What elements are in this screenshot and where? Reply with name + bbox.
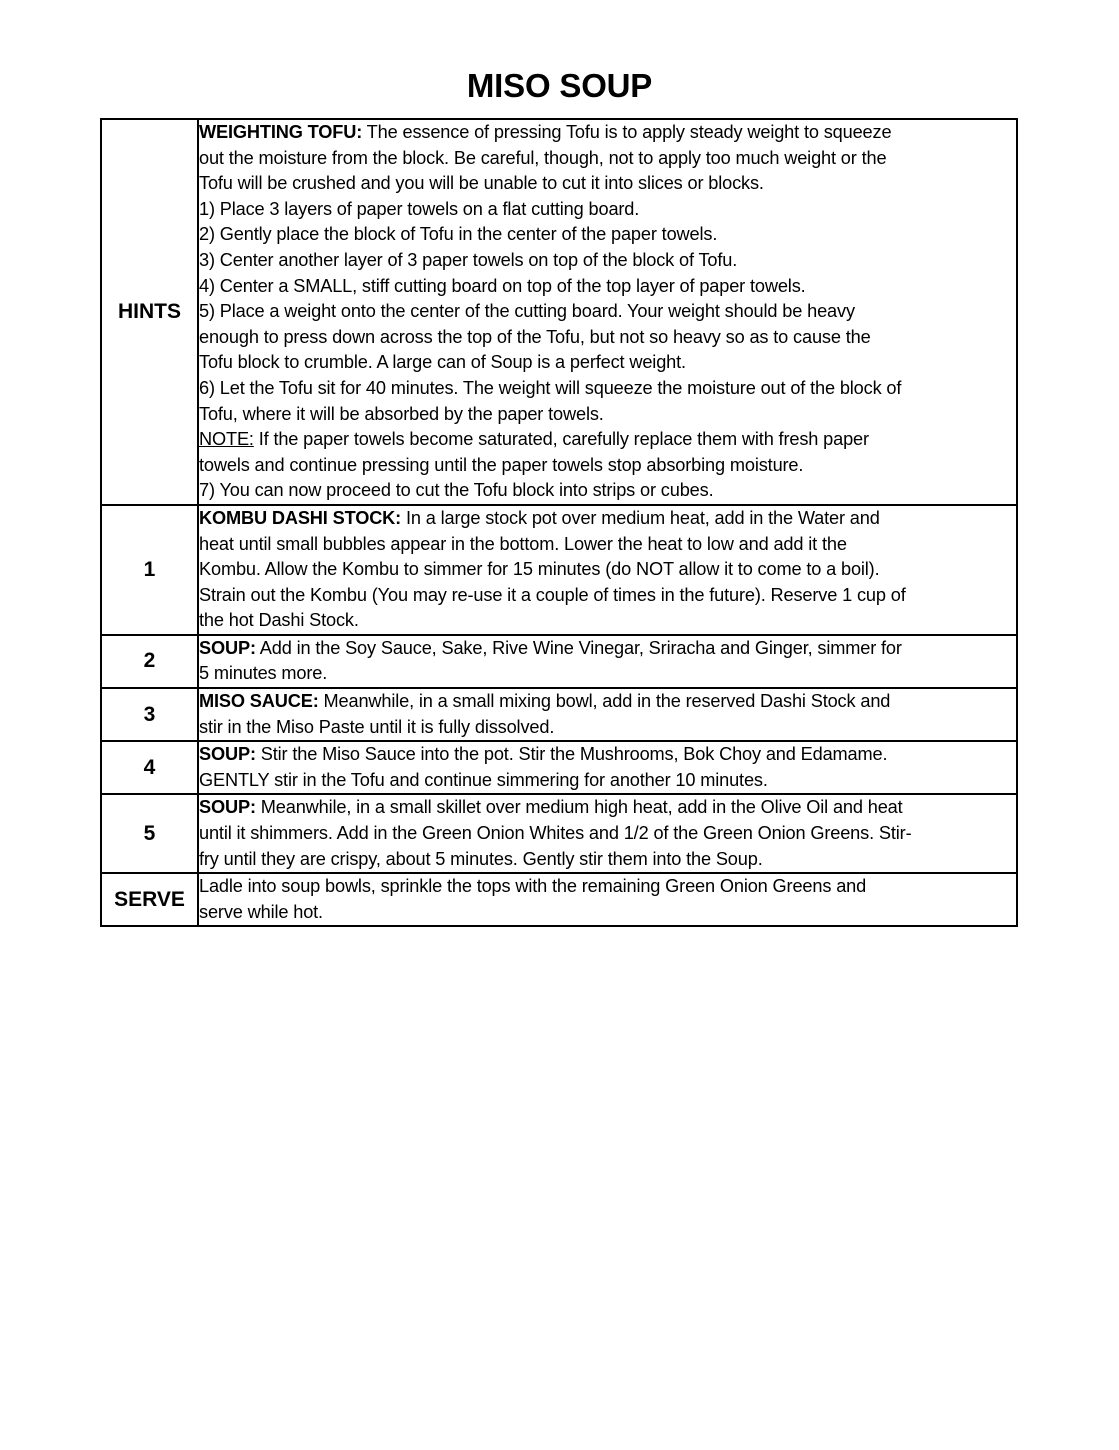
text-line <box>199 120 1016 146</box>
text-line <box>199 376 1016 402</box>
text-line <box>199 768 1016 794</box>
line-text: Kombu. Allow the Kombu to simmer for 15 minutes (do NOT allow it to come to a boil). <box>199 559 880 580</box>
line-text: Tofu, where it will be absorbed by the paper towels. <box>199 403 604 424</box>
step-text <box>198 505 1017 635</box>
text-line <box>199 821 1016 847</box>
text-line <box>199 557 1016 583</box>
line-text: Tofu will be crushed and you will be unable to cut it into slices or blocks. <box>199 173 764 194</box>
page-title: MISO SOUP <box>466 67 653 104</box>
line-text: serve while hot. <box>199 901 323 922</box>
text-line <box>199 661 1016 687</box>
step-heading: SOUP: <box>199 744 256 765</box>
step-label: 3 <box>101 688 198 741</box>
recipe-row <box>101 505 1017 635</box>
step-label: HINTS <box>101 119 198 505</box>
text-line <box>199 197 1016 223</box>
line-text: 1) Place 3 layers of paper towels on a flat cutting board. <box>199 198 640 219</box>
line-text: Strain out the Kombu (You may re-use it a couple of times in the future). Reserve 1 cup of <box>199 584 906 605</box>
text-line <box>199 874 1016 900</box>
recipe-row <box>101 873 1017 926</box>
line-text: Meanwhile, in a small skillet over medium high heat, add in the Olive Oil and heat <box>255 797 903 818</box>
text-line <box>199 506 1016 532</box>
line-text: 5) Place a weight onto the center of the cutting board. Your weight should be heavy <box>199 301 855 322</box>
line-text: Tofu block to crumble. A large can of Soup is a perfect weight. <box>199 352 686 373</box>
text-line <box>199 608 1016 634</box>
text-line <box>199 350 1016 376</box>
step-heading: SOUP: <box>199 797 256 818</box>
text-line <box>199 636 1016 662</box>
line-text: Add in the Soy Sauce, Sake, Rive Wine Vinegar, Sriracha and Ginger, simmer for <box>255 637 902 658</box>
step-text <box>198 119 1017 505</box>
step-text <box>198 688 1017 741</box>
text-line <box>199 532 1016 558</box>
text-line <box>199 583 1016 609</box>
text-line <box>199 146 1016 172</box>
recipe-row <box>101 794 1017 873</box>
line-text: 4) Center a SMALL, stiff cutting board on top of the top layer of paper towels. <box>199 275 806 296</box>
line-text: 7) You can now proceed to cut the Tofu block into strips or cubes. <box>199 480 714 501</box>
recipe-row <box>101 741 1017 794</box>
text-line <box>199 715 1016 741</box>
text-line <box>199 248 1016 274</box>
text-line <box>199 171 1016 197</box>
line-text: 5 minutes more. <box>199 663 328 684</box>
note-label: NOTE: <box>199 429 254 450</box>
recipe-table <box>100 118 1018 927</box>
recipe-row <box>101 119 1017 505</box>
text-line <box>199 478 1016 504</box>
text-line <box>199 453 1016 479</box>
line-text: 2) Gently place the block of Tofu in the center of the paper towels. <box>199 224 718 245</box>
line-text: The essence of pressing Tofu is to apply steady weight to squeeze <box>362 122 892 142</box>
line-text: out the moisture from the block. Be careful, though, not to apply too much weight or the <box>199 147 887 168</box>
text-line <box>199 274 1016 300</box>
line-text: heat until small bubbles appear in the bottom. Lower the heat to low and add it the <box>199 533 847 554</box>
step-heading: KOMBU DASHI STOCK: <box>199 507 402 528</box>
line-text: Ladle into soup bowls, sprinkle the tops with the remaining Green Onion Greens and <box>199 876 867 897</box>
recipe-row <box>101 635 1017 688</box>
text-line <box>199 222 1016 248</box>
text-line <box>199 299 1016 325</box>
text-line <box>199 795 1016 821</box>
step-label: SERVE <box>101 873 198 926</box>
line-text: In a large stock pot over medium heat, add in the Water and <box>401 507 880 528</box>
text-line <box>199 689 1016 715</box>
text-line <box>199 427 1016 453</box>
line-text: If the paper towels become saturated, carefully replace them with fresh paper <box>253 429 869 450</box>
step-heading: WEIGHTING TOFU: <box>199 122 363 142</box>
line-text: towels and continue pressing until the paper towels stop absorbing moisture. <box>199 454 804 475</box>
text-line <box>199 900 1016 926</box>
step-label: 2 <box>101 635 198 688</box>
step-text <box>198 873 1017 926</box>
line-text: Stir the Miso Sauce into the pot. Stir the Mushrooms, Bok Choy and Edamame. <box>255 744 888 765</box>
line-text: enough to press down across the top of the Tofu, but not so heavy so as to cause the <box>199 326 871 347</box>
line-text: until it shimmers. Add in the Green Onion Whites and 1/2 of the Green Onion Greens. Stir- <box>199 823 912 844</box>
text-line <box>199 847 1016 873</box>
recipe-row <box>101 688 1017 741</box>
step-label: 1 <box>101 505 198 635</box>
step-label: 5 <box>101 794 198 873</box>
step-text <box>198 794 1017 873</box>
step-text <box>198 635 1017 688</box>
text-line <box>199 402 1016 428</box>
text-line <box>199 325 1016 351</box>
recipe-table-body <box>101 119 1017 926</box>
line-text: 3) Center another layer of 3 paper towels on top of the block of Tofu. <box>199 249 738 270</box>
step-label: 4 <box>101 741 198 794</box>
line-text: Meanwhile, in a small mixing bowl, add in the reserved Dashi Stock and <box>318 691 891 712</box>
line-text: the hot Dashi Stock. <box>199 610 359 631</box>
line-text: stir in the Miso Paste until it is fully dissolved. <box>199 716 555 737</box>
line-text: 6) Let the Tofu sit for 40 minutes. The weight will squeeze the moisture out of the block of <box>199 377 902 398</box>
step-text <box>198 741 1017 794</box>
step-heading: SOUP: <box>199 637 256 658</box>
step-heading: MISO SAUCE: <box>199 691 319 712</box>
text-line <box>199 742 1016 768</box>
line-text: GENTLY stir in the Tofu and continue simmering for another 10 minutes. <box>199 769 768 790</box>
line-text: fry until they are crispy, about 5 minutes. Gently stir them into the Soup. <box>199 848 763 869</box>
